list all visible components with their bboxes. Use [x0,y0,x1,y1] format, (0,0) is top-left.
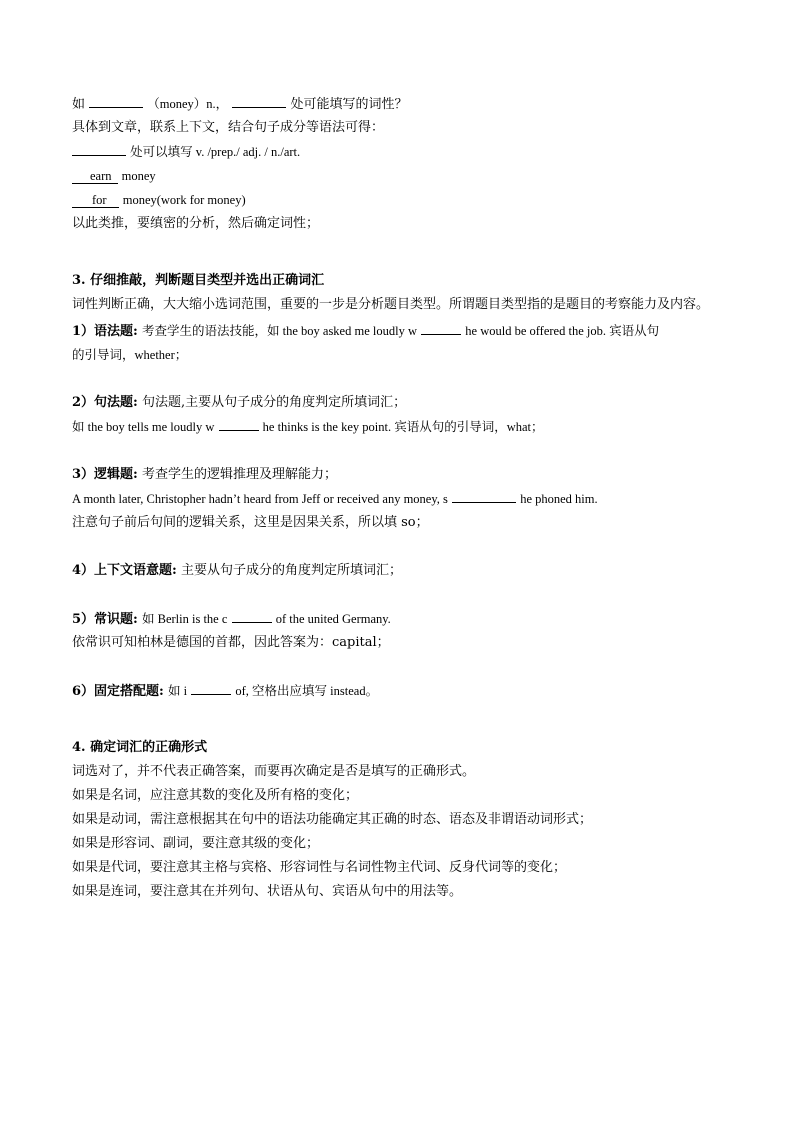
document-page [72,92,732,904]
intro-line-3: 处可以填写 v. /prep./ adj. / n./art. [72,140,732,164]
blank [219,430,259,431]
item-common-sense-note: 依常识可知柏林是德国的首都，因此答案为：capital； [72,635,390,650]
spacer [72,367,732,391]
item-syntax: 2）句法题: 句法题,主要从句子成分的角度判定所填词汇； [72,395,407,410]
section-4-title: 4. 确定词汇的正确形式 [72,740,208,755]
item-logic-example: A month later, Christopher hadn’t heard from Jeff or received any money, s he phoned him. [72,492,598,506]
blank [452,502,516,503]
item-grammar: 1）语法题: 考查学生的语法技能，如 the boy asked me loudly w he would be offered the job. 宾语从句 [72,324,660,339]
spacer [72,583,732,607]
section-4-line: 如果是名词，应注意其数的变化及所有格的变化； [72,788,359,803]
item-logic: 3）逻辑题: 考查学生的逻辑推理及理解能力； [72,467,338,482]
intro-line-5: for money(work for money) [72,188,732,212]
spacer [72,535,732,559]
blank [89,107,143,108]
blank [232,107,286,108]
item-logic-note: 注意句子前后句间的逻辑关系，这里是因果关系，所以填 so； [72,515,429,530]
item-syntax-example: 如 the boy tells me loudly w he thinks is the key point. 宾语从句的引导词，what； [72,420,544,434]
intro-line-2: 具体到文章，联系上下文，结合句子成分等语法可得： [72,120,385,135]
section-4-line: 如果是动词，需注意根据其在句中的语法功能确定其正确的时态、语态及非谓语动词形式； [72,812,593,827]
section-3-desc: 词性判断正确，大大缩小选词范围，重要的一步是分析题目类型。所谓题目类型指的是题目的考察能力及内容。 [72,297,710,312]
intro-line-1: 如 （money）n.， 处可能填写的词性？ [72,97,408,112]
item-context: 4）上下文语意题: 主要从句子成分的角度判定所填词汇； [72,563,403,578]
blank [191,694,231,695]
intro-line-6: 以此类推，要缜密的分析，然后确定词性； [72,216,320,231]
blank [421,334,461,335]
spacer [72,236,732,269]
item-common-sense: 5）常识题: 如 Berlin is the c of the united Germany. [72,612,391,627]
item-grammar-cont: 的引导词，whether； [72,348,188,362]
section-4-line: 如果是代词，要注意其主格与宾格、形容词性与名词性物主代词、反身代词等的变化； [72,860,567,875]
spacer [72,703,732,736]
section-4-line: 如果是形容词、副词，要注意其级的变化； [72,836,320,851]
intro-line-4: earn money [72,164,732,188]
blank [72,155,126,156]
spacer [72,439,732,463]
blank-filled-for: for [72,193,119,208]
section-3-title: 3. 仔细推敲，判断题目类型并选出正确词汇 [72,273,325,288]
section-4-line: 如果是连词，要注意其在并列句、状语从句、宾语从句中的用法等。 [72,884,463,899]
blank [232,622,272,623]
section-4-line: 词选对了，并不代表正确答案，而要再次确定是否是填写的正确形式。 [72,764,476,779]
blank-filled-earn: earn [72,169,118,184]
spacer [72,655,732,679]
item-collocation: 6）固定搭配题: 如 i of, 空格出应填写 instead。 [72,684,379,699]
